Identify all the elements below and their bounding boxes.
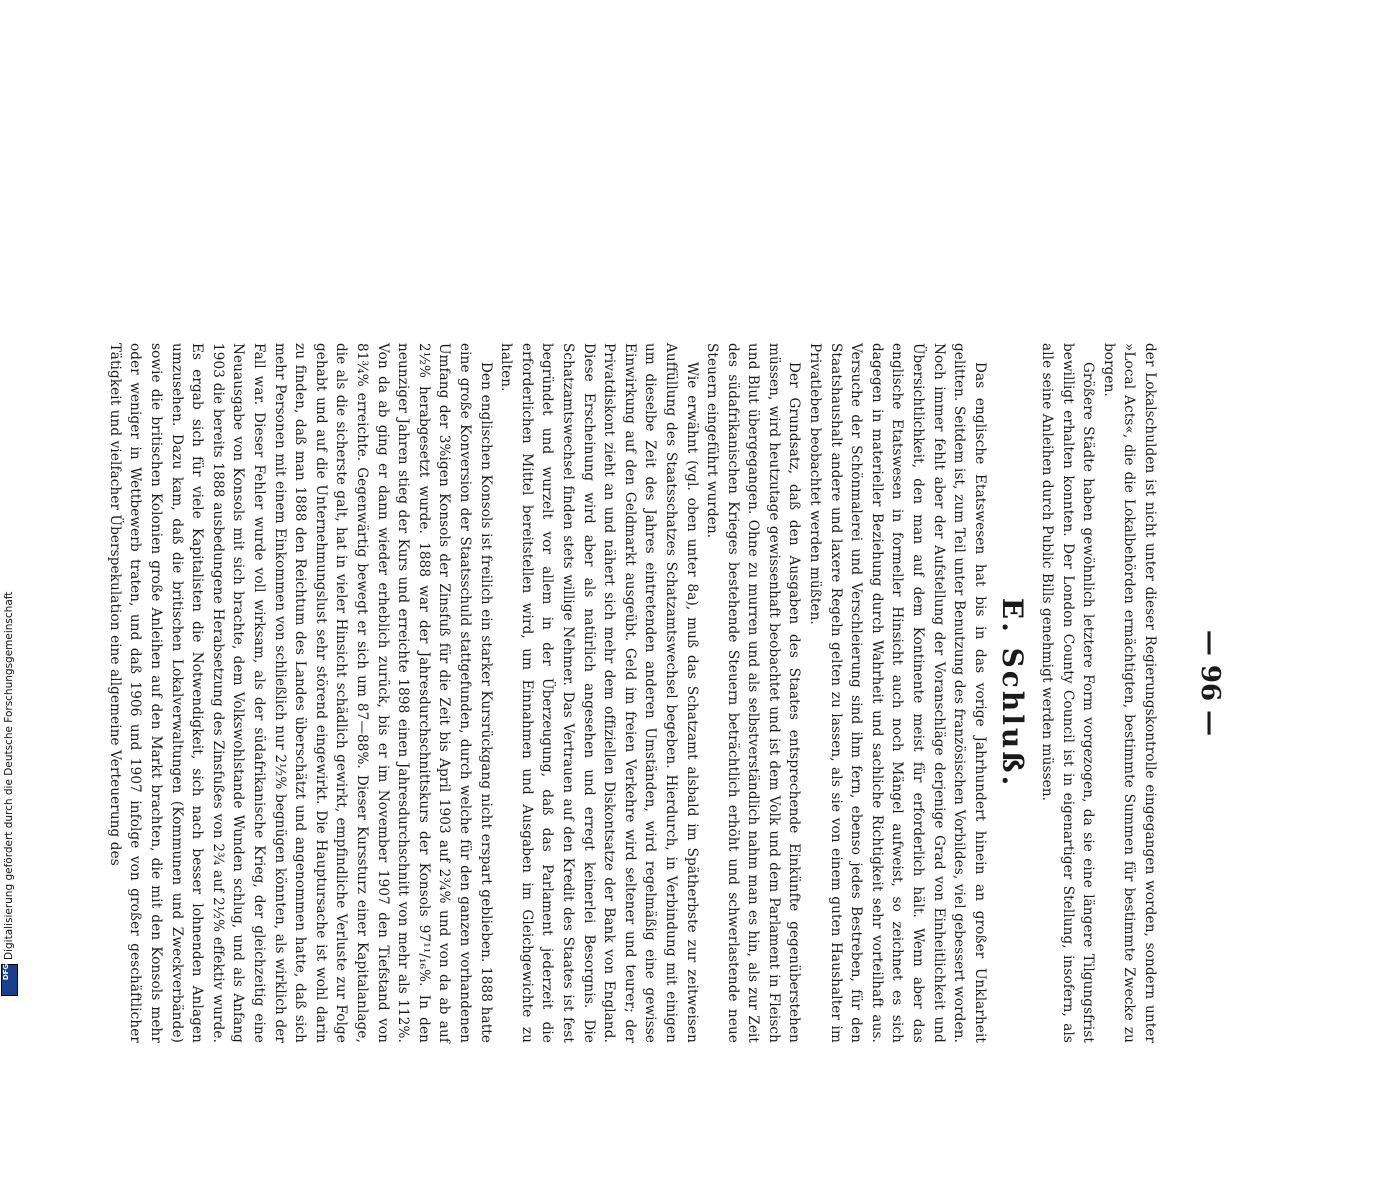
page-body [104,343,1160,1043]
page-number: — 96 — [1195,629,1225,737]
section-heading: E. Schluß. [996,597,1030,789]
paragraph: Den englischen Konsols ist freilich ein starker Kursrückgang nicht erspart geblieben. 1888 hatte eine große Konversion der Staatsschuld stattgefunden, durch welche für den ganzen vorhandenen Umfang der 3%igen Konsols der Zinsfuß für die Zeit bis April 1903 auf 2¾% und von da ab auf 2½% herabgesetzt wurde. 1888 war der Jahresdurchschnittskurs der Konsols 97¹¹/₁₆%. In den neunziger Jahren stieg der Kurs und erreichte 1898 einen Jahresdurchschnitt von mehr als 112%. Von da ab ging er dann wieder erheblich zurück, bis er im November 1907 den Tiefstand von 81¾% erreichte. Gegenwärtig bewegt er sich um 87—88%. Dieser Kurssturz einer Kapitalanlage, die als die sicherste galt, hat in vieler Hinsicht schädlich gewirkt, empfindliche Verluste zur Folge gehabt und auf die Unternehmungslust sehr störend eingewirkt. Die Hauptursache ist wohl darin zu finden, daß man 1888 den Reichtum des Landes überschätzt und angenommen hatte, daß sich mehr Personen mit einem Einkommen von schließlich nur 2½% begnügen könnten, als wirklich der Fall war. Dieser Fehler wurde voll wirksam, als der südafrikanische Krieg, der gleichzeitig eine Neuausgabe von Konsols mit sich brachte, dem Volkswohlstande Wunden schlug, und als Anfang 1903 die bereits 1888 ausbedungene Herabsetzung des Zinsfußes von 2¾ auf 2½% effektiv wurde. Es ergab sich für viele Kapitalisten die Notwendigkeit, sich nach besser lohnenden Anlagen umzusehen. Dazu kam, daß die britischen Lokalverwaltungen (Kommunen und Zweckverbände) sowie die britischen Kolonien große Anleihen auf den Markt brachten, die mit den Konsols mehr oder weniger in Wettbewerb traten, und daß 1906 und 1907 infolge von großer geschäftlicher Tätigkeit und vielfacher Überspekulation eine allgemeine Verteuerung des [106,343,494,1043]
dfg-logo-text: DFG [2,963,10,981]
digitization-credit-text: Digitalisierung gefördert durch die Deutsche Forschungsgemeinschaft [3,591,15,960]
paragraph: Größere Städte haben gewöhnlich letztere Form vorgezogen, da sie eine längere Tilgungsfrist bewilligt erhalten konnten. Der London County Council ist in eigenartiger Stellung, insofern, als alle seine Anleihen durch Public Bills genehmigt werden müssen. [1039,343,1097,1043]
scanned-page [106,183,1255,1183]
paragraph: Der Grundsatz, daß den Ausgaben des Staates entsprechende Einkünfte gegenüberstehen müssen, wird heutzutage gewissenhaft beobachtet und ist dem Volk und dem Parlament in Fleisch und Blut übergegangen. Ohne zu murren und als selbstverständlich nahm man es hin, als zur Zeit des südafrikanischen Krieges bestehende Steuern beträchtlich erhöht und schwerlastende neue Steuern eingeführt wurden. [704,343,803,1043]
paragraph: Wie erwähnt (vgl. oben unter 8a), muß das Schatzamt alsbald im Spätherbste zur zeitweisen Auffüllung des Staatsschatzes Schatzamtswechsel begeben. Hierdurch, in Verbindung mit einigen um dieselbe Zeit des Jahres eintretenden anderen Umständen, wird regelmäßig eine gewisse Einwirkung auf den Geldmarkt ausgeübt. Geld im freien Verkehre wird seltener und teurer; der Privatdiskont zieht an und nähert sich mehr dem offiziellen Diskontsatze der Bank von England. Diese Erscheinung wird aber als natürlich angesehen und erregt keinerlei Besorgnis. Die Schatzamtswechsel finden stets willige Nehmer. Das Vertrauen auf den Kredit des Staates ist fest begründet und wurzelt vor allem in der Überzeugung, daß das Parlament jederzeit die erforderlichen Mittel bereitstellen wird, um Einnahmen und Ausgaben im Gleichgewichte zu halten. [498,343,700,1043]
paragraph: Das englische Etatswesen hat bis in das vorige Jahrhundert hinein an großer Unklarheit gelitten. Seitdem ist, zum Teil unter Benutzung des französischen Vorbildes, viel gebessert worden. Noch immer fehlt aber der Aufstellung der Voranschläge derjenige Grad von Einheitlichkeit und Übersichtlichkeit, den man auf dem Kontinente meist für erforderlich hält. Wenn aber das englische Etatswesen in formeller Hinsicht auch noch Mängel aufweist, so zeichnet es sich dagegen in materieller Beziehung durch Wahrheit und sachliche Richtigkeit sehr vorteilhaft aus. Versuche der Schönmalerei und Verschleierung sind ihm fern, ebenso jedes Bestreben, für den Staatshaushalt andere und laxere Regeln gelten zu lassen, als sie von einem guten Haushalter im Privatleben beobachtet werden müßten. [807,343,988,1043]
digitization-credit-bar [0,0,18,1000]
dfg-logo [1,964,18,996]
paragraph: der Lokalschulden ist nicht unter dieser Regierungskontrolle eingegangen worden, sondern unter »Local Acts«, die die Lokalbehörden ermächtigten, bestimmte Summen für bestimmte Zwecke zu borgen. [1100,343,1158,1043]
